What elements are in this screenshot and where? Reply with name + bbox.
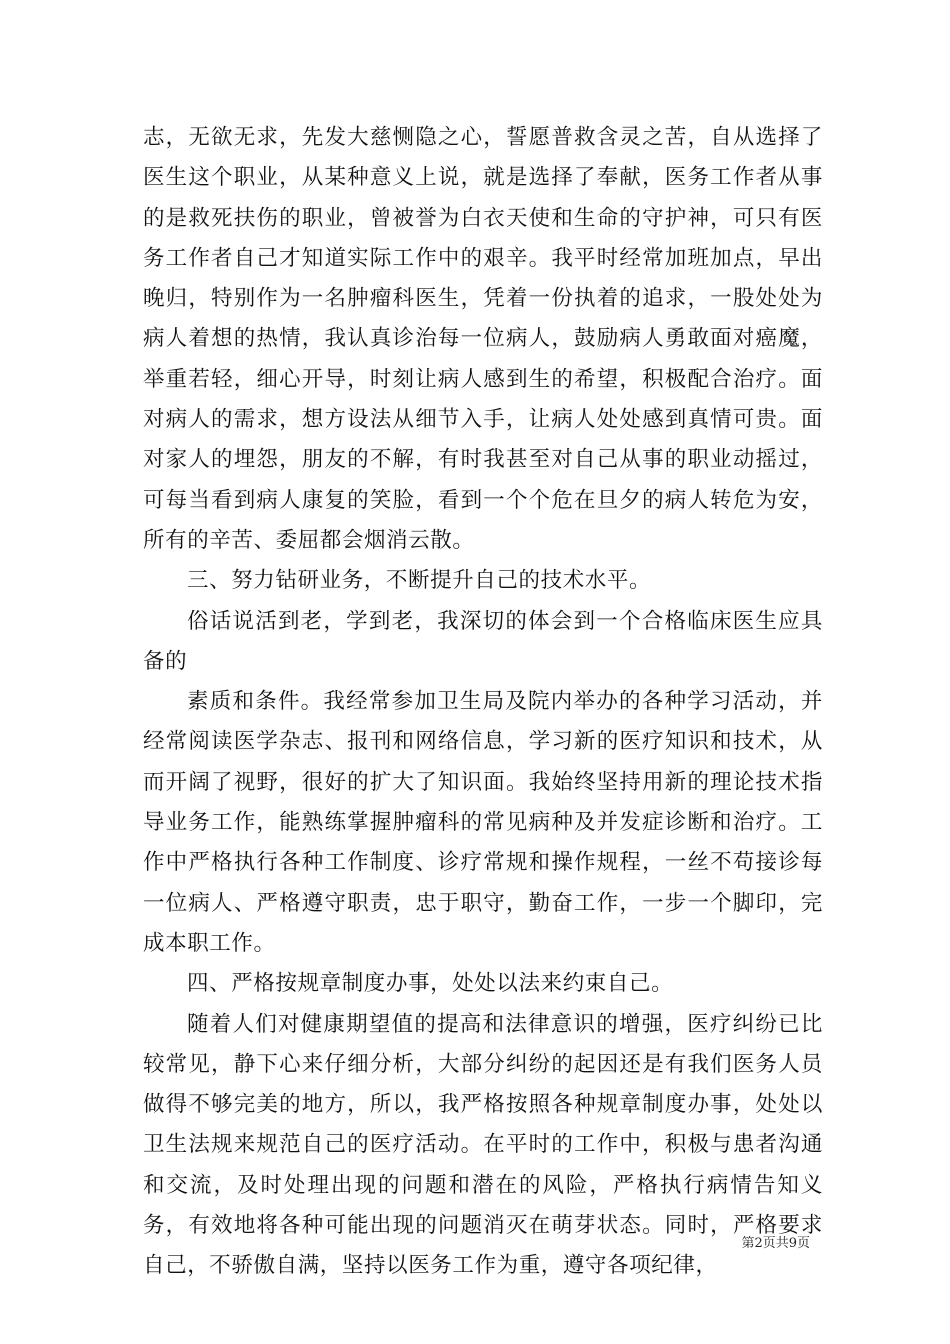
section-heading-four: 四、严格按规章制度办事，处处以法来约束自己。 xyxy=(187,971,674,997)
paragraph-regulations: 随着人们对健康期望值的提高和法律意识的增强，医疗纠纷已比较常见，静下心来仔细分析，大部分纠纷的起因还是有我们医务人员做得不够完美的地方，所以，我严格按照各种规章制度办事，处处以卫生法规来规范自己的医疗活动。在平时的工作中，积极与患者沟通和交流，及时处理出现的问题和潜在的风险，严格执行病情告知义务，有效地将各种可能出现的问题消灭在萌芽状态。同时，严格要求自己，不骄傲自满，坚持以医务工作为重，遵守各项纪律， xyxy=(143,1011,823,1279)
paragraph-proverb: 俗话说活到老，学到老，我深切的体会到一个合格临床医生应具备的 xyxy=(143,608,823,674)
paragraph-qualities: 素质和条件。我经常参加卫生局及院内举办的各种学习活动，并经常阅读医学杂志、报刊和网络信息，学习新的医疗知识和技术，从而开阔了视野，很好的扩大了知识面。我始终坚持用新的理论技术指导业务工作，能熟练掌握肿瘤科的常见病种及并发症诊断和治疗。工作中严格执行各种工作制度、诊疗常规和操作规程，一丝不苟接诊每一位病人、严格遵守职责，忠于职守，勤奋工作，一步一个脚印，完成本职工作。 xyxy=(143,689,823,956)
page-number-footer: 第2页共9页 xyxy=(741,1236,810,1251)
section-heading-three: 三、努力钻研业务，不断提升自己的技术水平。 xyxy=(187,568,652,594)
paragraph-continued-intro: 志，无欲无求，先发大慈恻隐之心，誓愿普救含灵之苦，自从选择了医生这个职业，从某种意义上说，就是选择了奉献，医务工作者从事的是救死扶伤的职业，曾被誉为白衣天使和生命的守护神，可只有医务工作者自己才知道实际工作中的艰辛。我平时经常加班加点，早出晚归，特别作为一名肿瘤科医生，凭着一份执着的追求，一股处处为病人着想的热情，我认真诊治每一位病人，鼓励病人勇敢面对癌魔，举重若轻，细心开导，时刻让病人感到生的希望，积极配合治疗。面对病人的需求，想方设法从细节入手，让病人处处感到真情可贵。面对家人的埋怨，朋友的不解，有时我甚至对自己从事的职业动摇过，可每当看到病人康复的笑脸，看到一个个危在旦夕的病人转危为安，所有的辛苦、委屈都会烟消云散。 xyxy=(143,125,823,553)
document-body xyxy=(143,118,823,1287)
